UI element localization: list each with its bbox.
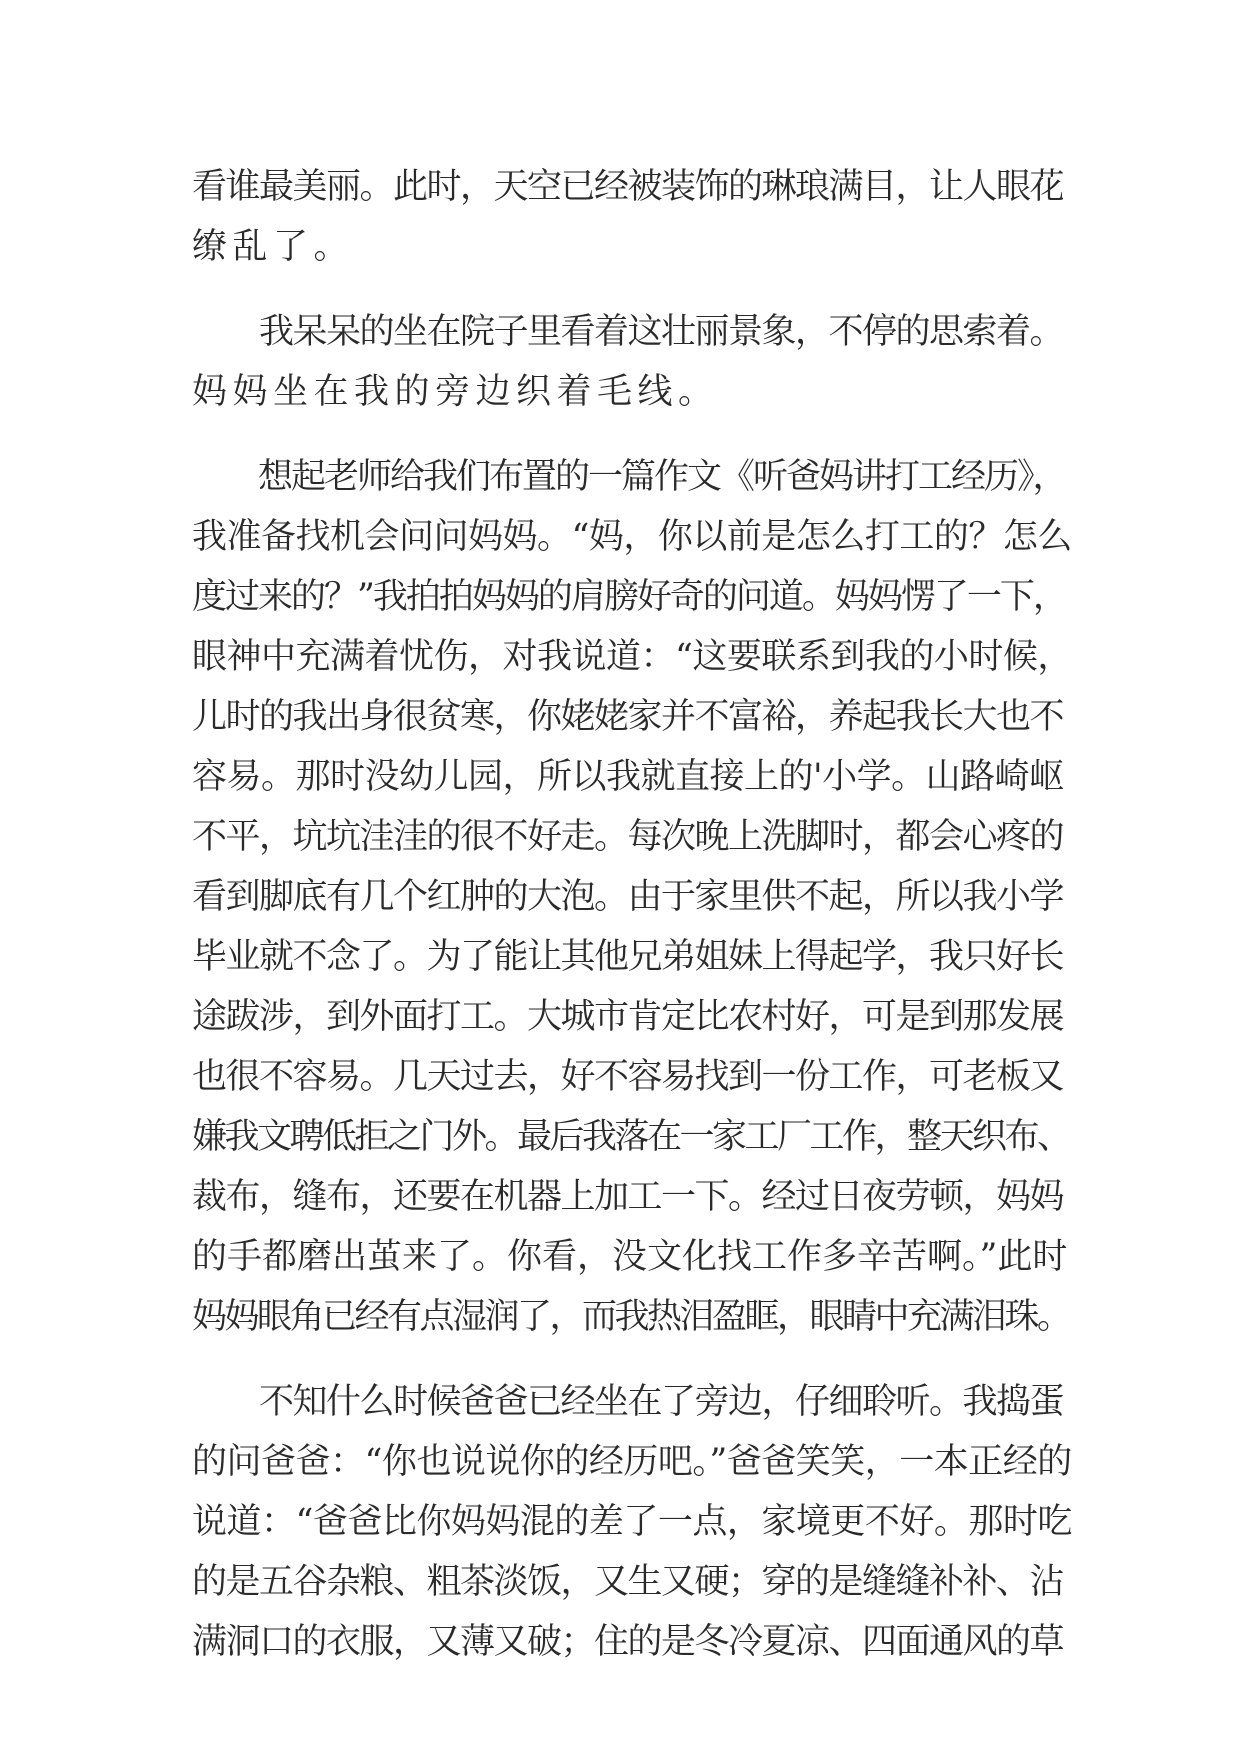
text-line: 缭乱了。 — [192, 227, 355, 267]
text-line: 儿时的我出身很贫寒，你姥姥家并不富裕，养起我长大也不 — [192, 697, 1064, 737]
text-line: 度过来的？”我拍拍妈妈的肩膀好奇的问道。妈妈愣了一下， — [192, 577, 1066, 617]
text-line: 也很不容易。几天过去，好不容易找到一份工作，可老板又 — [192, 1057, 1064, 1097]
text-line: 的是五谷杂粮、粗茶淡饭，又生又硬；穿的是缝缝补补、沾 — [192, 1562, 1064, 1602]
text-line: 看到脚底有几个红肿的大泡。由于家里供不起，所以我小学 — [192, 877, 1064, 917]
text-line: 看谁最美丽。此时，天空已经被装饰的琳琅满目，让人眼花 — [192, 167, 1064, 207]
text-line: 想起老师给我们布置的一篇作文《听爸妈讲打工经历》， — [192, 457, 1066, 497]
text-line: 的问爸爸：“你也说说你的经历吧。”爸爸笑笑，一本正经的 — [192, 1442, 1072, 1482]
text-line: 裁布，缝布，还要在机器上加工一下。经过日夜劳顿，妈妈 — [192, 1177, 1064, 1217]
text-line: 嫌我文聘低拒之门外。最后我落在一家工厂工作，整天织布、 — [192, 1117, 1070, 1157]
text-line: 妈妈坐在我的旁边织着毛线。 — [192, 372, 719, 412]
text-line: 容易。那时没幼儿园，所以我就直接上的'小学。山路崎岖 — [192, 757, 1064, 797]
text-line: 我呆呆的坐在院子里看着这壮丽景象，不停的思索着。 — [192, 312, 1064, 352]
article-body — [192, 157, 1072, 1672]
text-line: 眼神中充满着忧伤，对我说道：“这要联系到我的小时候， — [192, 637, 1072, 677]
text-line: 毕业就不念了。为了能让其他兄弟姐妹上得起学，我只好长 — [192, 937, 1064, 977]
text-line: 说道：“爸爸比你妈妈混的差了一点，家境更不好。那时吃 — [192, 1502, 1072, 1542]
text-line: 我准备找机会问问妈妈。“妈，你以前是怎么打工的？怎么 — [192, 517, 1072, 557]
text-line: 途跋涉，到外面打工。大城市肯定比农村好，可是到那发展 — [192, 997, 1064, 1037]
text-line: 妈妈眼角已经有点湿润了，而我热泪盈眶，眼睛中充满泪珠。 — [192, 1297, 1070, 1337]
text-line: 的手都磨出茧来了。你看，没文化找工作多辛苦啊。”此时 — [192, 1237, 1068, 1277]
text-line: 满洞口的衣服，又薄又破；住的是冬冷夏凉、四面通风的草 — [192, 1622, 1064, 1662]
text-line: 不知什么时候爸爸已经坐在了旁边，仔细聆听。我捣蛋 — [192, 1382, 1064, 1422]
text-line: 不平，坑坑洼洼的很不好走。每次晚上洗脚时，都会心疼的 — [192, 817, 1064, 857]
